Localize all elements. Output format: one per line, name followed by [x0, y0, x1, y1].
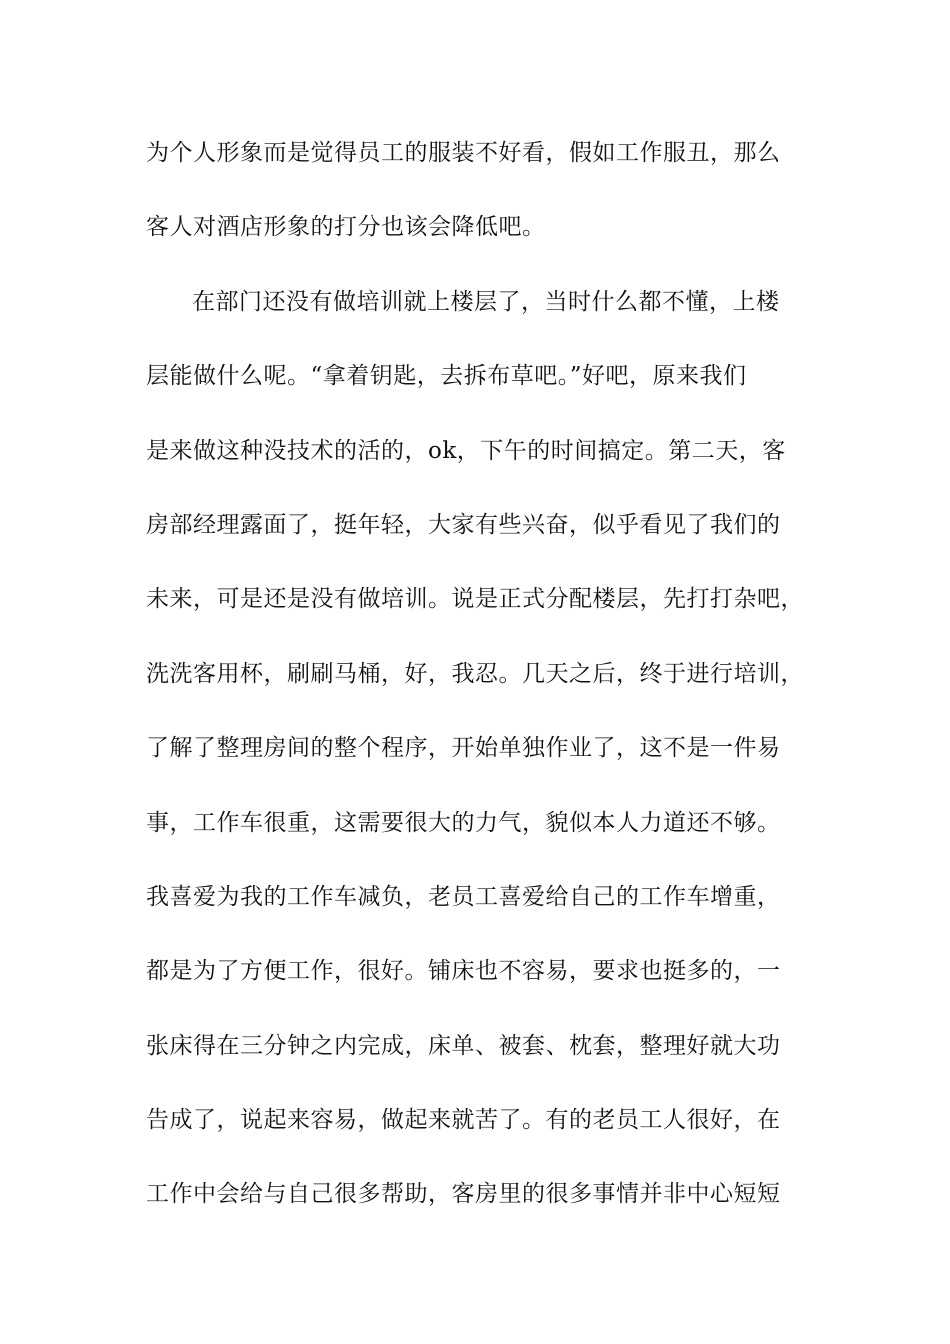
text-line: 为个人形象而是觉得员工的服装不好看，假如工作服丑，那么 [146, 140, 781, 166]
text-line: 告成了，说起来容易，做起来就苦了。有的老员工人很好，在 [146, 1107, 781, 1134]
text-line: 张床得在三分钟之内完成，床单、被套、枕套，整理好就大功 [146, 1032, 781, 1059]
text-line: 未来，可是还是没有做培训。说是正式分配楼层，先打打杂吧， [146, 586, 804, 613]
text-line: 事，工作车很重，这需要很大的力气，貌似本人力道还不够。 [146, 809, 781, 836]
text-line: 是来做这种没技术的活的，ok，下午的时间搞定。第二天，客 [146, 437, 786, 464]
text-line: 了解了整理房间的整个程序，开始单独作业了，这不是一件易 [146, 735, 781, 762]
text-line: 层能做什么呢。“拿着钥匙，去拆布草吧。”好吧，原来我们 [146, 363, 747, 390]
text-line: 我喜爱为我的工作车减负，老员工喜爱给自己的工作车增重， [146, 883, 781, 910]
body-text [146, 130, 826, 1246]
text-line: 房部经理露面了，挺年轻，大家有些兴奋，似乎看见了我们的 [146, 511, 781, 538]
text-line: 都是为了方便工作，很好。铺床也不容易，要求也挺多的，一 [146, 958, 781, 985]
text-line: 洗洗客用杯，刷刷马桶，好，我忍。几天之后，终于进行培训， [146, 660, 804, 687]
paragraph-start-line: 在部门还没有做培训就上楼层了，当时什么都不懂，上楼 [192, 288, 780, 315]
text-line: 工作中会给与自己很多帮助，客房里的很多事情并非中心短短 [146, 1181, 781, 1208]
text-line: 客人对酒店形象的打分也该会降低吧。 [146, 214, 546, 241]
